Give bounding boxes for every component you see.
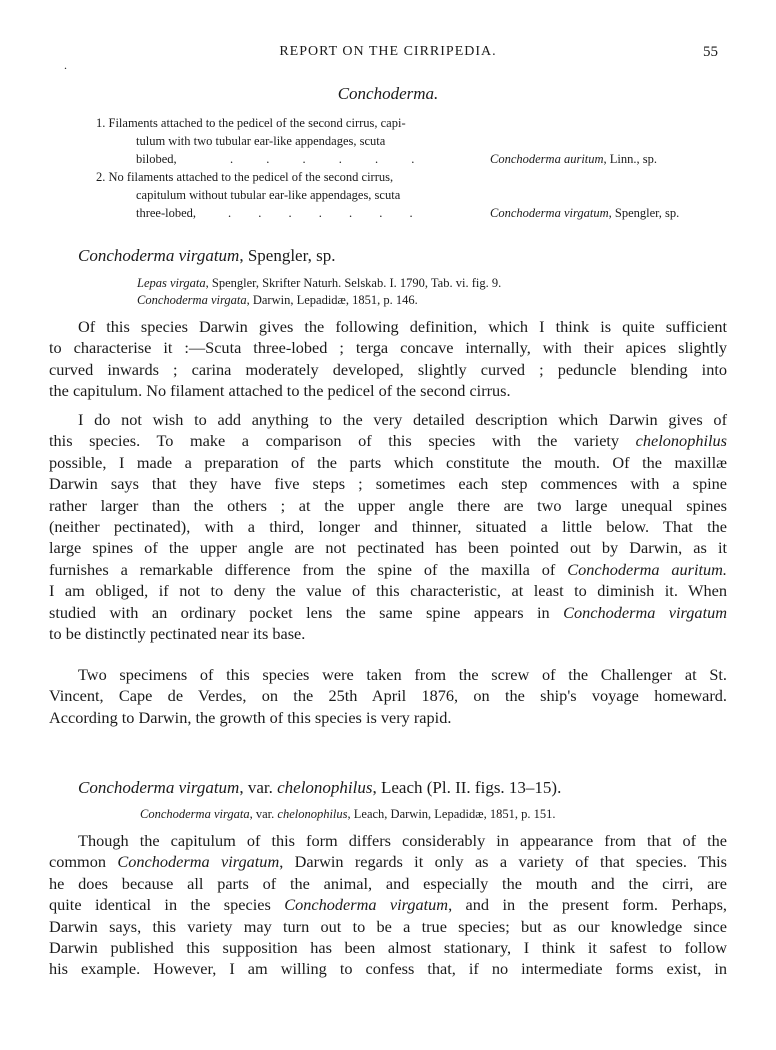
text-run: common — [49, 852, 118, 872]
species-heading-1-authority: , Spengler, sp. — [239, 246, 336, 265]
paragraph-variety — [49, 830, 727, 980]
key-entry-2-taxon-name: Conchoderma virgatum — [490, 206, 609, 220]
paragraph-line — [49, 430, 727, 451]
key-title: Conchoderma. — [337, 84, 439, 103]
paragraph-line: large spines of the upper angle are not pectinated has been pointed out by Darwin, as it — [49, 538, 727, 558]
key-entry-1-line-1: 1. Filaments attached to the pedicel of the second cirrus, capi- — [96, 116, 406, 130]
key-entry-1-taxon — [490, 152, 657, 167]
key-entry-1-line-3: bilobed, — [136, 152, 177, 166]
text-run: furnishes a remarkable difference from the spine of the maxilla of — [49, 559, 568, 579]
page-marker: . — [64, 58, 67, 72]
paragraph-line — [49, 894, 727, 915]
key-entry-2-dots: . . . . . . . — [228, 206, 413, 220]
paragraph-maxillae — [49, 409, 727, 644]
key-entry-2-authority: , Spengler, sp. — [608, 206, 680, 220]
page-number: 55 — [703, 44, 718, 60]
key-entry-1-authority: , Linn., sp. — [603, 152, 658, 166]
paragraph-line: Two specimens of this species were taken from the screw of the Challenger at St. — [78, 665, 727, 684]
paragraph-line: (neither pectinated), with a third, longer and thinner, situated a little below. That the — [49, 516, 727, 536]
paragraph-line: to be distinctly pectinated near its base. — [49, 623, 306, 643]
paragraph-line: Darwin published this supposition has been almost stationary, I think it safest to follow — [49, 937, 727, 957]
paragraph-line: I am obliged, if not to deny the value of this characteristic, at least to diminish it. When — [49, 581, 727, 601]
taxon-name: chelonophilus — [635, 431, 727, 451]
paragraph-line: Darwin says, this variety may turn out to be a true species; but as our knowledge since — [49, 916, 727, 936]
paragraph-specimens — [49, 664, 727, 728]
text-run: , var. — [239, 778, 278, 797]
text-run: this species. To make a comparison of this species with the variety — [49, 431, 636, 451]
species-heading-2-name: Conchoderma virgatum — [78, 778, 240, 797]
synonym-3-name: Conchoderma virgata — [140, 807, 250, 821]
paragraph-line: Vincent, Cape de Verdes, on the 25th April 1876, on the ship's voyage homeward. — [49, 686, 727, 706]
text-run: studied with an ordinary pocket lens the same spine appears in — [49, 602, 564, 622]
paragraph-line: According to Darwin, the growth of this species is very rapid. — [49, 707, 452, 727]
key-entry-2-line-3: three-lobed, — [136, 206, 197, 220]
species-heading-1 — [78, 246, 335, 266]
paragraph-line: Though the capitulum of this form differs considerably in appearance from that of the — [78, 831, 727, 850]
text-run: quite identical in the species — [49, 895, 285, 915]
key-entry-1-dots: . . . . . . — [230, 152, 415, 166]
paragraph-line: Darwin says that they have five steps ; sometimes each step commences with a spine — [49, 474, 727, 494]
synonym-1-ref: , Spengler, Skrifter Naturh. Selskab. I. 1790, Tab. vi. fig. 9. — [205, 276, 502, 290]
species-heading-2-authority: , Leach (Pl. II. figs. 13–15). — [372, 778, 562, 797]
synonym-2-ref: , Darwin, Lepadidæ, 1851, p. 146. — [246, 293, 418, 307]
key-entry-1-taxon-name: Conchoderma auritum — [490, 152, 604, 166]
paragraph-line — [49, 851, 727, 872]
text-run: , and in the present form. Perhaps, — [448, 895, 727, 915]
synonym-1-name: Lepas virgata — [137, 276, 206, 290]
taxon-name: Conchoderma virgatum — [117, 852, 280, 872]
synonym-3-ref: , Leach, Darwin, Lepadidæ, 1851, p. 151. — [347, 807, 556, 821]
paragraph-line: the capitulum. No filament attached to the pedicel of the second cirrus. — [49, 381, 511, 401]
paragraph-line — [49, 559, 727, 580]
running-head: REPORT ON THE CIRRIPEDIA. — [279, 44, 497, 59]
taxon-name: Conchoderma virgatum — [284, 895, 449, 915]
key-entry-2-line-1: 2. No filaments attached to the pedicel of the second cirrus, — [96, 170, 394, 184]
text-run: , Darwin regards it only as a variety of that species. This — [279, 852, 727, 872]
synonym-1 — [137, 276, 501, 291]
paragraph-line: his example. However, I am willing to confess that, if no intermediate forms exist, in — [49, 959, 727, 979]
synonym-3 — [140, 807, 555, 822]
key-entry-2-line-2: capitulum without tubular ear-like appendages, scuta — [136, 188, 401, 202]
variety-name: chelonophilus — [277, 807, 348, 821]
paragraph-line: to characterise it :—Scuta three-lobed ; terga concave internally, with their apices slightly — [49, 338, 727, 358]
paragraph-line: curved inwards ; carina moderately developed, slightly curved ; peduncle blending into — [49, 359, 727, 379]
species-heading-1-name: Conchoderma virgatum — [78, 246, 240, 265]
species-heading-2 — [78, 778, 561, 798]
paragraph-line: Of this species Darwin gives the following definition, which I think is quite sufficient — [78, 317, 727, 336]
paragraph-line: he does because all parts of the animal, and especially the mouth and the cirri, are — [49, 873, 727, 893]
synonym-2 — [137, 293, 418, 308]
paragraph-line — [49, 602, 727, 623]
paragraph-line: rather larger than the others ; at the upper angle there are two large unequal spines — [49, 495, 727, 515]
key-entry-2-taxon — [490, 206, 679, 221]
paragraph-line: possible, I made a preparation of the parts which constitute the mouth. Of the maxillæ — [49, 452, 727, 472]
taxon-name: Conchoderma auritum. — [567, 559, 727, 579]
text-run: , var. — [249, 807, 278, 821]
taxon-name: Conchoderma virgatum — [563, 602, 727, 622]
synonym-2-name: Conchoderma virgata — [137, 293, 247, 307]
paragraph-definition — [49, 316, 727, 402]
variety-name: chelonophilus — [277, 778, 373, 797]
paragraph-line: I do not wish to add anything to the very detailed description which Darwin gives of — [78, 410, 727, 429]
key-entry-1-line-2: tulum with two tubular ear-like appendages, scuta — [136, 134, 386, 148]
